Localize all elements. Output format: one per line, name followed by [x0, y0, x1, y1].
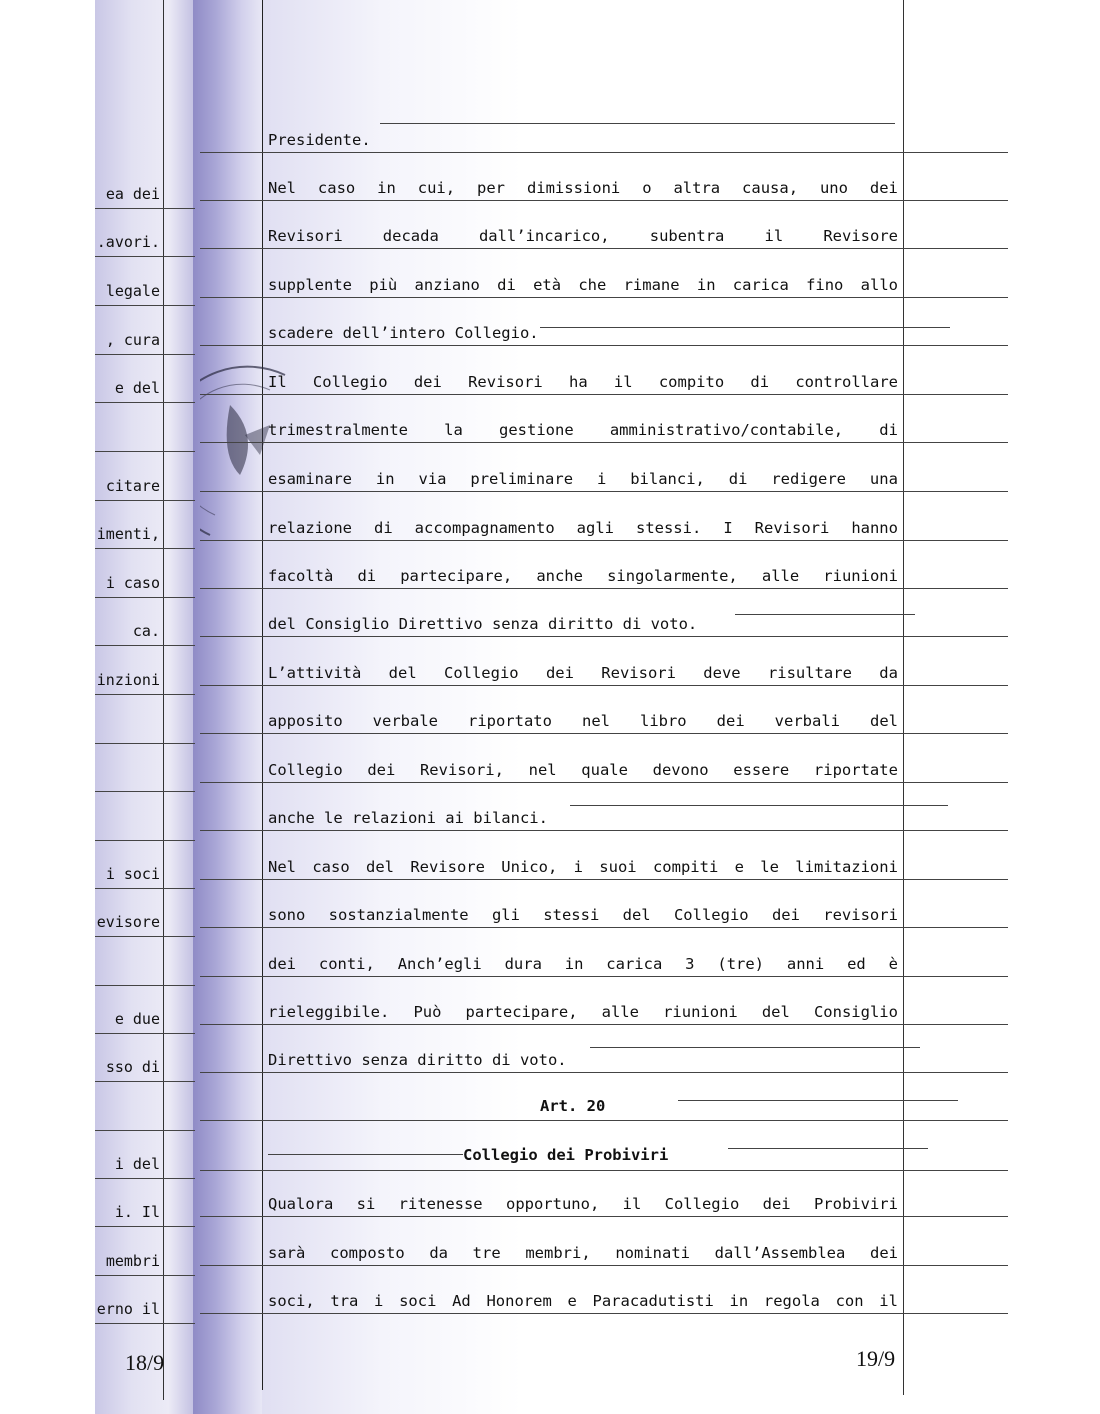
- fill-rule: [570, 805, 948, 806]
- ruled-line: [200, 782, 1008, 783]
- prev-ruled-line: [95, 256, 195, 257]
- prev-ruled-line: [95, 985, 195, 986]
- previous-page-word: ca.: [132, 622, 160, 640]
- ruled-line: [200, 1170, 1008, 1171]
- ruled-line: [200, 1120, 1008, 1121]
- text-line: apposito verbale riportato nel libro dei verbali del: [268, 712, 898, 730]
- ruled-line: [200, 830, 1008, 831]
- text-line: facoltà di partecipare, anche singolarmente, alle riunioni: [268, 567, 898, 585]
- prev-ruled-line: [95, 1323, 195, 1324]
- ruled-line: [200, 636, 1008, 637]
- ruled-line: [200, 976, 1008, 977]
- text-line: Qualora si ritenesse opportuno, il Collegio dei Probiviri: [268, 1195, 898, 1213]
- text-line: Collegio dei Revisori, nel quale devono essere riportate: [268, 761, 898, 779]
- text-line: relazione di accompagnamento agli stessi. I Revisori hanno: [268, 519, 898, 537]
- text-line: rieleggibile. Può partecipare, alle riunioni del Consiglio: [268, 1003, 898, 1021]
- text-line: trimestralmente la gestione amministrativo/contabile, di: [268, 421, 898, 439]
- ruled-line: [200, 879, 1008, 880]
- text-line: scadere dell’intero Collegio.: [268, 324, 539, 342]
- text-line: esaminare in via preliminare i bilanci, di redigere una: [268, 470, 898, 488]
- previous-page-word: legale: [105, 282, 160, 300]
- text-line: L’attività del Collegio dei Revisori deve risultare da: [268, 664, 898, 682]
- ruled-line: [200, 540, 1008, 541]
- ruled-line: [200, 1265, 1008, 1266]
- binding-shadow: [193, 0, 268, 1414]
- prev-ruled-line: [95, 645, 195, 646]
- fill-rule: [590, 1047, 920, 1048]
- text-line: Il Collegio dei Revisori ha il compito di controllare: [268, 373, 898, 391]
- fill-rule: [735, 614, 915, 615]
- text-line: sarà composto da tre membri, nominati dall’Assemblea dei: [268, 1244, 898, 1262]
- ruled-line: [200, 394, 1008, 395]
- previous-page-word: , cura: [105, 331, 160, 349]
- prev-ruled-line: [95, 1178, 195, 1179]
- fill-rule: [540, 327, 950, 328]
- page-right-margin-rule: [903, 0, 904, 1395]
- previous-page-word: citare: [105, 477, 160, 495]
- prev-ruled-line: [95, 694, 195, 695]
- text-line: anche le relazioni ai bilanci.: [268, 809, 548, 827]
- previous-page-word: ea dei: [105, 185, 160, 203]
- previous-page-word: i. Il: [114, 1203, 160, 1221]
- prev-ruled-line: [95, 743, 195, 744]
- previous-page-word: i del: [114, 1155, 160, 1173]
- prev-ruled-line: [95, 1226, 195, 1227]
- prev-ruled-line: [95, 1081, 195, 1082]
- prev-ruled-line: [95, 597, 195, 598]
- prev-ruled-line: [95, 936, 195, 937]
- previous-page-word: erno il: [96, 1300, 160, 1318]
- prev-ruled-line: [95, 451, 195, 452]
- ruled-line: [200, 927, 1008, 928]
- prev-ruled-line: [95, 1033, 195, 1034]
- ruled-line: [200, 442, 1008, 443]
- prev-ruled-line: [95, 840, 195, 841]
- ruled-line: [200, 345, 1008, 346]
- ruled-line: [200, 1313, 1008, 1314]
- previous-page-word: imenti,: [96, 525, 160, 543]
- article-title: Collegio dei Probiviri: [463, 1146, 669, 1164]
- text-line: sono sostanzialmente gli stessi del Collegio dei revisori: [268, 906, 898, 924]
- fill-rule: [268, 1154, 463, 1155]
- ruled-line: [200, 588, 1008, 589]
- prev-ruled-line: [95, 402, 195, 403]
- text-line: Nel caso del Revisore Unico, i suoi compiti e le limitazioni: [268, 858, 898, 876]
- previous-page-word: i soci: [105, 865, 160, 883]
- ruled-line: [200, 1072, 1008, 1073]
- prev-ruled-line: [95, 1130, 195, 1131]
- fill-rule: [678, 1100, 958, 1101]
- ruled-line: [200, 733, 1008, 734]
- previous-page-word: e del: [114, 379, 160, 397]
- text-line: Presidente.: [268, 131, 371, 149]
- text-line: Revisori decada dall’incarico, subentra il Revisore: [268, 227, 898, 245]
- ruled-line: [200, 297, 1008, 298]
- article-number: Art. 20: [540, 1097, 606, 1115]
- prev-ruled-line: [95, 888, 195, 889]
- text-line: soci, tra i soci Ad Honorem e Paracadutisti in regola con il: [268, 1292, 898, 1310]
- previous-page-strip: [95, 0, 200, 1414]
- fill-rule: [728, 1148, 928, 1149]
- prev-ruled-line: [95, 1275, 195, 1276]
- previous-page-word: e due: [114, 1010, 160, 1028]
- previous-page-word: evisore: [96, 913, 160, 931]
- ruled-line: [200, 1024, 1008, 1025]
- page-left-margin-rule: [262, 0, 263, 1390]
- previous-page-word: .avori.: [96, 233, 160, 251]
- prev-ruled-line: [95, 208, 195, 209]
- prev-ruled-line: [95, 500, 195, 501]
- ruled-line: [200, 1216, 1008, 1217]
- previous-page-word: sso di: [105, 1058, 160, 1076]
- previous-page-word: i caso: [105, 574, 160, 592]
- prev-page-margin-rule: [163, 0, 164, 1400]
- text-line: del Consiglio Direttivo senza diritto di voto.: [268, 615, 698, 633]
- prev-ruled-line: [95, 791, 195, 792]
- ruled-line: [200, 248, 1008, 249]
- prev-ruled-line: [95, 305, 195, 306]
- ruled-line: [200, 200, 1008, 201]
- text-line: Direttivo senza diritto di voto.: [268, 1051, 567, 1069]
- ruled-line: [200, 685, 1008, 686]
- page-number: 19/9: [856, 1346, 896, 1371]
- previous-page-word: membri: [105, 1252, 160, 1270]
- scan-margin: [0, 0, 95, 1414]
- ruled-line: [200, 152, 1008, 153]
- previous-page-word: inzioni: [96, 671, 160, 689]
- prev-ruled-line: [95, 548, 195, 549]
- fill-rule: [380, 123, 895, 124]
- ruled-line: [200, 491, 1008, 492]
- text-line: Nel caso in cui, per dimissioni o altra causa, uno dei: [268, 179, 898, 197]
- prev-ruled-line: [95, 354, 195, 355]
- text-line: dei conti, Anch’egli dura in carica 3 (tre) anni ed è: [268, 955, 898, 973]
- text-line: supplente più anziano di età che rimane in carica fino allo: [268, 276, 898, 294]
- previous-page-number: 18/9: [125, 1350, 165, 1375]
